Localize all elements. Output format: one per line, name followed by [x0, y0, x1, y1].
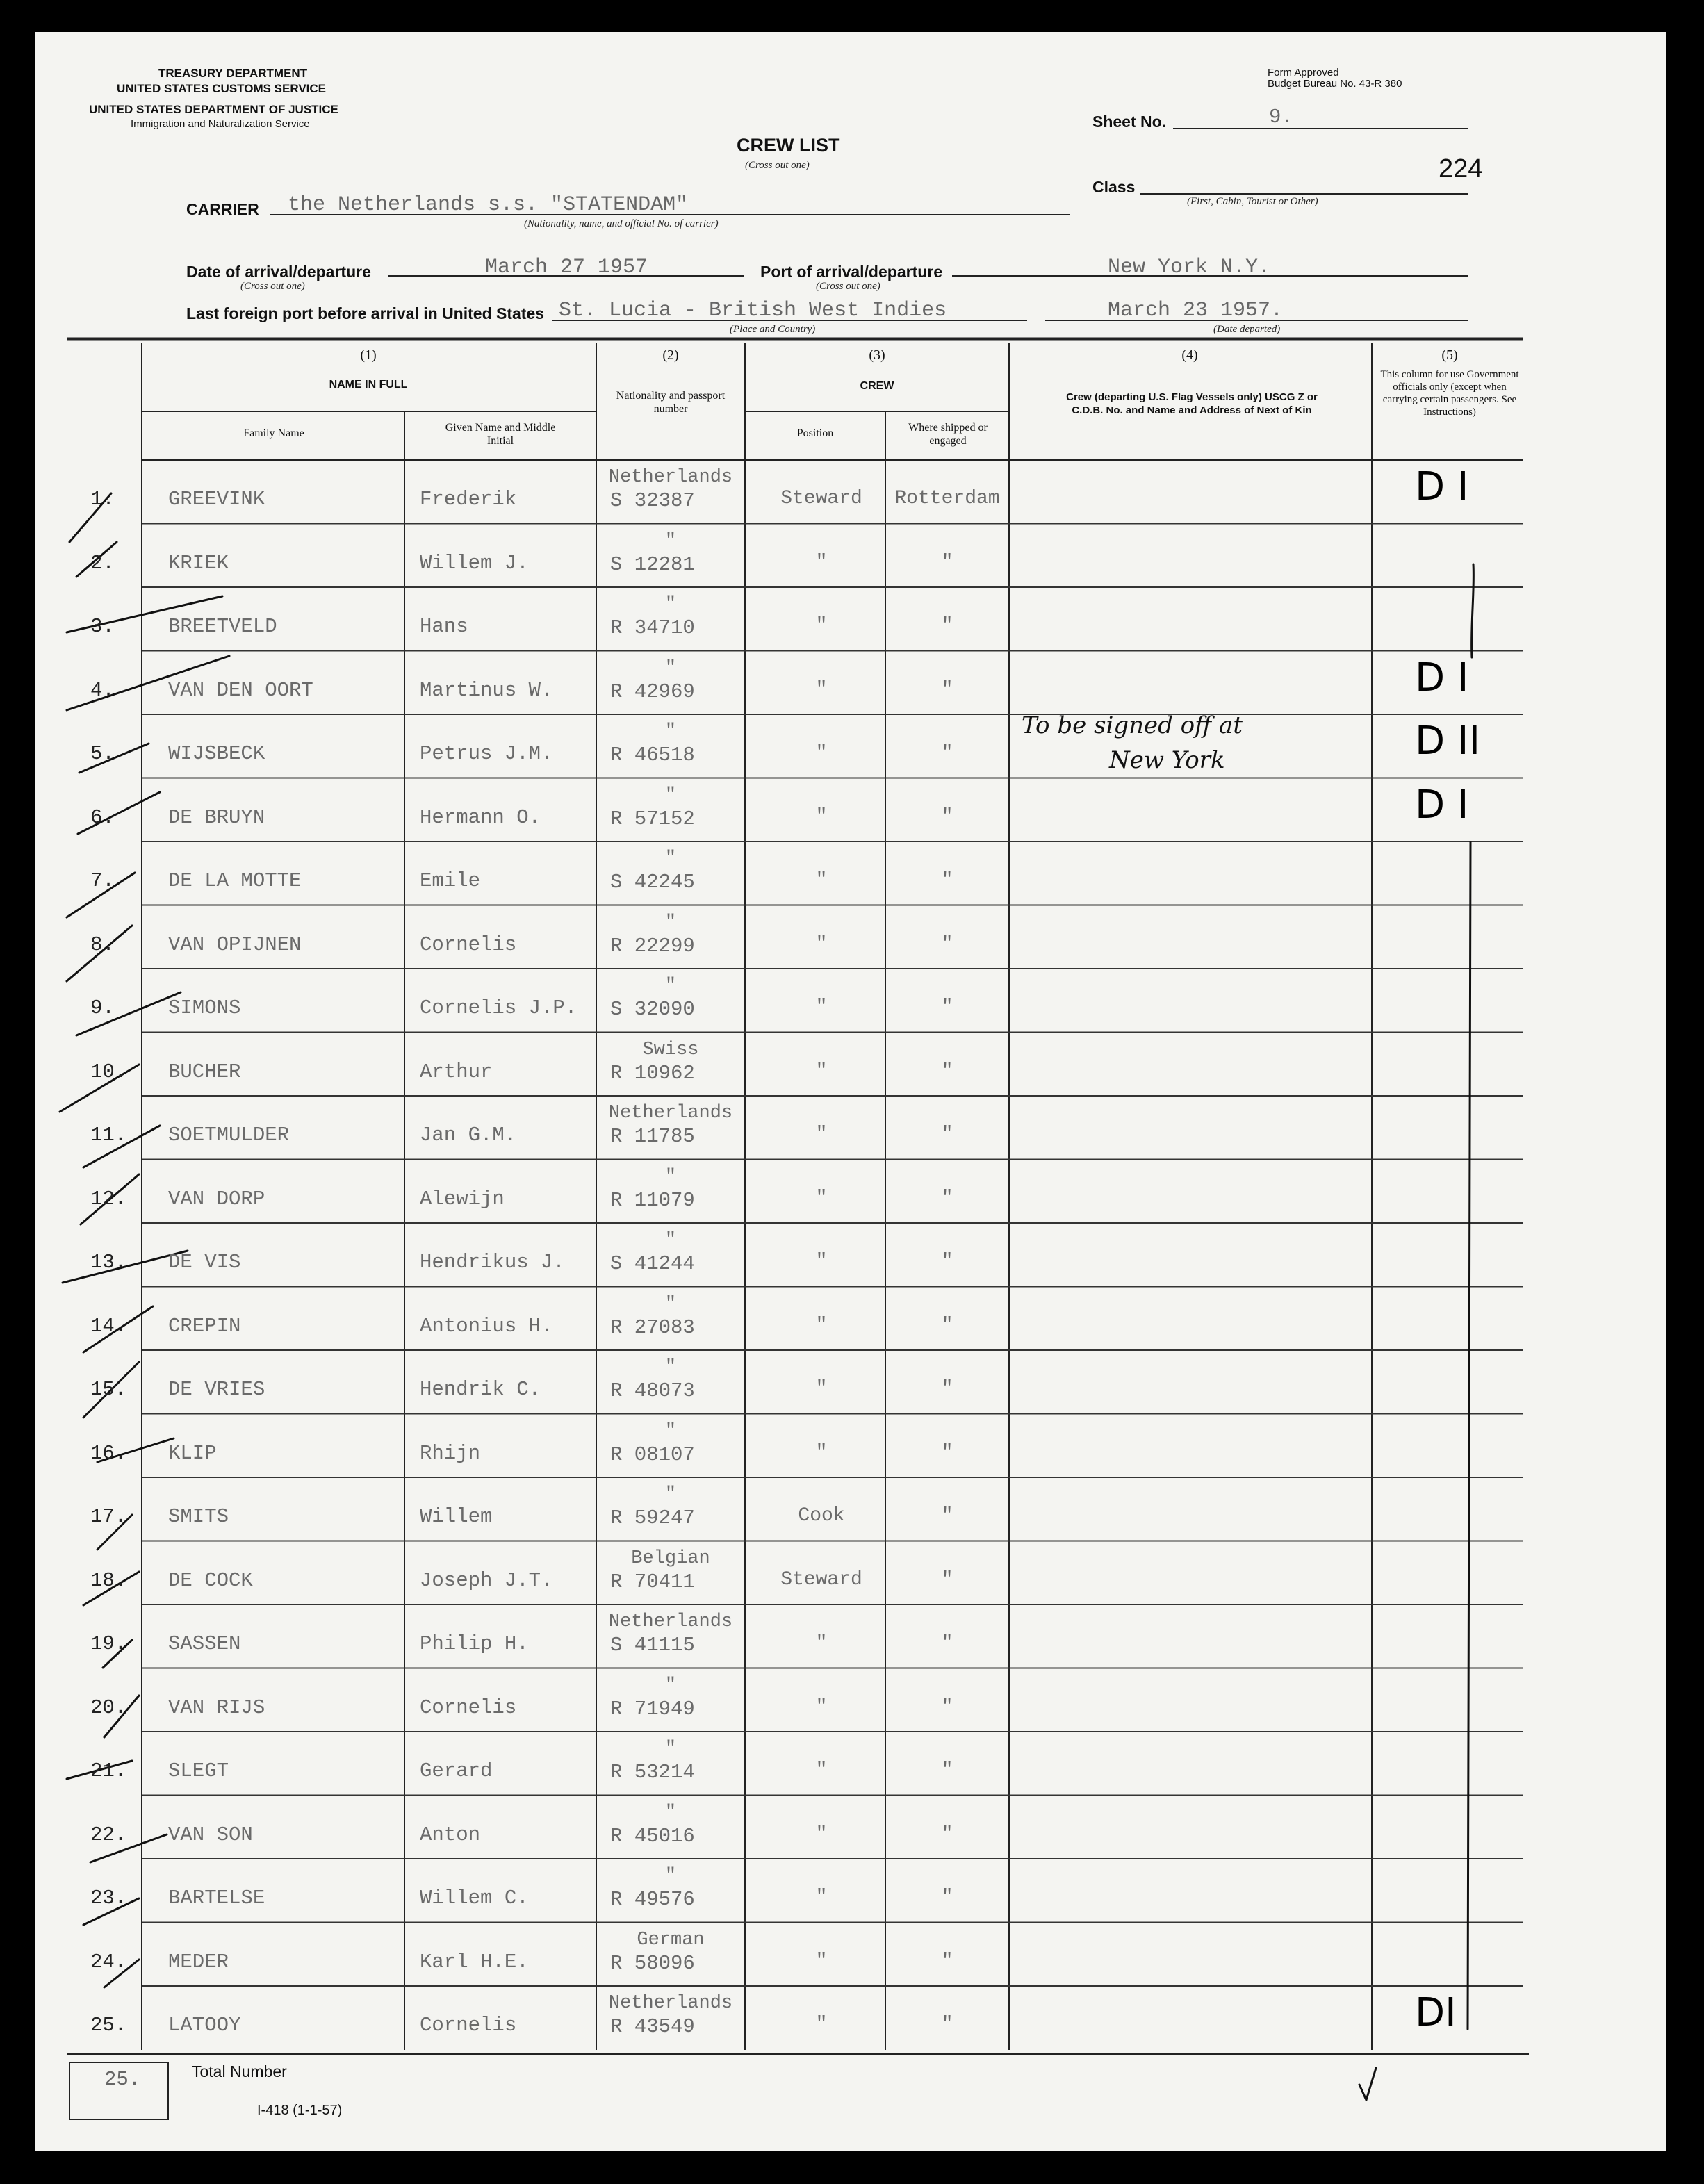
- last-port-label: Last foreign port before arrival in United States: [186, 304, 545, 322]
- passport-number: R 59247: [610, 1506, 695, 1529]
- row-number: 15.: [90, 1378, 127, 1401]
- given-name: Alewijn: [420, 1187, 505, 1210]
- given-name: Hermann O.: [420, 805, 541, 829]
- position: ": [815, 615, 828, 637]
- nationality: Netherlands: [608, 467, 733, 488]
- crew-row: [0, 714, 1704, 778]
- passport-number: R 11785: [610, 1125, 695, 1148]
- nationality: ": [664, 1866, 677, 1887]
- passport-number: S 12281: [610, 552, 695, 576]
- given-name: Hans: [420, 615, 468, 638]
- row-number: 18.: [90, 1568, 127, 1592]
- col-family-name: Family Name: [243, 427, 304, 439]
- col-where-shipped: Where shipped or engaged: [908, 422, 988, 447]
- crew-row: [0, 1923, 1704, 1987]
- passport-number: R 57152: [610, 807, 695, 830]
- agency-line-3: UNITED STATES DEPARTMENT OF JUSTICE: [89, 103, 338, 116]
- position: ": [815, 805, 828, 828]
- port-value: New York N.Y.: [1108, 256, 1271, 279]
- agency-line-1: TREASURY DEPARTMENT: [158, 67, 308, 80]
- where-shipped: ": [941, 1124, 953, 1145]
- given-name: Hendrikus J.: [420, 1251, 565, 1274]
- nationality: Netherlands: [608, 1103, 733, 1124]
- given-name: Emile: [420, 869, 481, 892]
- where-shipped: ": [941, 1568, 953, 1591]
- where-shipped: ": [941, 1187, 953, 1209]
- where-shipped: ": [941, 678, 953, 700]
- col1-title: NAME IN FULL: [329, 379, 408, 391]
- crew-row: [0, 587, 1704, 651]
- family-name: CREPIN: [168, 1314, 241, 1338]
- given-name: Willem C.: [420, 1887, 529, 1910]
- given-name: Rhijn: [420, 1441, 481, 1465]
- where-shipped: ": [941, 1060, 953, 1082]
- title-subtitle: (Cross out one): [745, 160, 810, 171]
- crew-row: [0, 1668, 1704, 1732]
- passport-number: R 53214: [610, 1761, 695, 1784]
- position: ": [815, 1314, 828, 1336]
- where-shipped: ": [941, 615, 953, 637]
- position: ": [815, 742, 828, 764]
- family-name: BARTELSE: [168, 1887, 265, 1910]
- row-number: 1.: [90, 488, 115, 511]
- position: Steward: [780, 488, 862, 509]
- nationality: ": [664, 594, 677, 615]
- date-subtitle: (Cross out one): [240, 281, 305, 292]
- nationality: Belgian: [631, 1547, 710, 1569]
- where-shipped: ": [941, 805, 953, 828]
- where-shipped: ": [941, 1759, 953, 1781]
- nationality: ": [664, 848, 677, 869]
- passport-number: R 34710: [610, 616, 695, 639]
- carrier-value: the Netherlands s.s. "STATENDAM": [288, 193, 689, 217]
- where-shipped: ": [941, 1950, 953, 1972]
- row-number: 20.: [90, 1696, 127, 1719]
- given-name: Philip H.: [420, 1632, 529, 1655]
- family-name: VAN SON: [168, 1823, 253, 1846]
- date-label: Date of arrival/departure: [186, 263, 371, 281]
- date-departed-subtitle: (Date departed): [1213, 324, 1281, 335]
- given-name: Karl H.E.: [420, 1950, 529, 1973]
- passport-number: S 42245: [610, 871, 695, 894]
- nationality: ": [664, 1293, 677, 1315]
- date-departed-value: March 23 1957.: [1108, 299, 1284, 322]
- row-number: 16.: [90, 1441, 127, 1465]
- passport-number: R 71949: [610, 1697, 695, 1721]
- row-number: 9.: [90, 996, 115, 1019]
- given-name: Hendrik C.: [420, 1378, 541, 1401]
- row-number: 4.: [90, 678, 115, 702]
- family-name: KRIEK: [168, 551, 229, 575]
- row-number: 10.: [90, 1060, 127, 1083]
- row-number: 8.: [90, 933, 115, 956]
- crew-row: [0, 1096, 1704, 1160]
- official-mark: D I: [1415, 464, 1469, 509]
- crew-row: [0, 1732, 1704, 1796]
- given-name: Frederik: [420, 488, 517, 511]
- where-shipped: ": [941, 1441, 953, 1463]
- nationality: ": [664, 976, 677, 996]
- passport-number: R 48073: [610, 1379, 695, 1402]
- position: ": [815, 1887, 828, 1908]
- crew-row: [0, 969, 1704, 1033]
- col3-number: (3): [869, 347, 885, 363]
- position: ": [815, 1950, 828, 1972]
- position: ": [815, 1823, 828, 1845]
- nationality: ": [664, 1420, 677, 1442]
- position: ": [815, 1251, 828, 1272]
- passport-number: R 45016: [610, 1824, 695, 1848]
- where-shipped: Rotterdam: [894, 488, 1000, 509]
- family-name: SOETMULDER: [168, 1124, 290, 1147]
- position: ": [815, 869, 828, 891]
- col4-number: (4): [1181, 347, 1198, 363]
- row-number: 22.: [90, 1823, 127, 1846]
- agency-line-2: UNITED STATES CUSTOMS SERVICE: [117, 82, 327, 95]
- row-number: 25.: [90, 2014, 127, 2037]
- family-name: SIMONS: [168, 996, 241, 1019]
- where-shipped: ": [941, 933, 953, 955]
- official-mark: D I: [1415, 655, 1469, 700]
- given-name: Antonius H.: [420, 1314, 553, 1338]
- where-shipped: ": [941, 1378, 953, 1399]
- given-name: Jan G.M.: [420, 1124, 517, 1147]
- nationality: ": [664, 785, 677, 806]
- family-name: MEDER: [168, 1950, 229, 1973]
- position: ": [815, 996, 828, 1018]
- nationality: ": [664, 1675, 677, 1696]
- nationality: Netherlands: [608, 1993, 733, 2014]
- crew-row: [0, 1541, 1704, 1605]
- crew-row: [0, 1477, 1704, 1541]
- family-name: VAN OPIJNEN: [168, 933, 302, 956]
- col1-number: (1): [360, 347, 377, 363]
- passport-number: R 46518: [610, 744, 695, 766]
- given-name: Cornelis: [420, 933, 517, 956]
- col5-number: (5): [1441, 347, 1458, 363]
- carrier-subtitle: (Nationality, name, and official No. of carrier): [524, 218, 719, 229]
- given-name: Willem: [420, 1505, 493, 1528]
- position: ": [815, 1696, 828, 1718]
- nationality: Netherlands: [608, 1611, 733, 1632]
- where-shipped: ": [941, 551, 953, 573]
- nationality: ": [664, 912, 677, 933]
- last-port-value: St. Lucia - British West Indies: [559, 299, 947, 322]
- crew-row: [0, 1859, 1704, 1923]
- position: ": [815, 1187, 828, 1209]
- row-number: 17.: [90, 1505, 127, 1528]
- official-mark: D II: [1415, 719, 1480, 764]
- where-shipped: ": [941, 1823, 953, 1845]
- nationality: ": [664, 530, 677, 552]
- given-name: Gerard: [420, 1759, 493, 1782]
- nationality: ": [664, 1739, 677, 1759]
- nationality: ": [664, 657, 677, 679]
- note-line-1: To be signed off at: [1022, 712, 1243, 739]
- family-name: DE BRUYN: [168, 805, 265, 829]
- crew-row: [0, 460, 1704, 524]
- class-label: Class: [1092, 178, 1136, 196]
- where-shipped: ": [941, 1632, 953, 1654]
- position: ": [815, 1124, 828, 1145]
- position: ": [815, 1060, 828, 1082]
- passport-number: S 32090: [610, 998, 695, 1021]
- nationality: ": [664, 721, 677, 742]
- port-subtitle: (Cross out one): [816, 281, 880, 292]
- position: ": [815, 1441, 828, 1463]
- passport-number: R 43549: [610, 2015, 695, 2038]
- family-name: BUCHER: [168, 1060, 241, 1083]
- passport-number: R 49576: [610, 1888, 695, 1911]
- family-name: VAN DORP: [168, 1187, 265, 1210]
- position: ": [815, 933, 828, 955]
- crew-row: [0, 841, 1704, 905]
- nationality: ": [664, 1357, 677, 1378]
- col2-title: Nationality and passport number: [616, 390, 726, 415]
- passport-number: R 27083: [610, 1315, 695, 1339]
- class-subtitle: (First, Cabin, Tourist or Other): [1187, 196, 1318, 207]
- crew-row: [0, 1287, 1704, 1351]
- given-name: Cornelis J.P.: [420, 996, 577, 1019]
- form-approved: Form Approved: [1268, 67, 1339, 79]
- family-name: VAN DEN OORT: [168, 678, 313, 702]
- crew-row: [0, 651, 1704, 715]
- nationality: ": [664, 1484, 677, 1505]
- where-shipped: ": [941, 1251, 953, 1272]
- nationality: ": [664, 1230, 677, 1251]
- sheet-number: 9.: [1269, 106, 1293, 129]
- passport-number: R 22299: [610, 934, 695, 958]
- where-shipped: ": [941, 996, 953, 1018]
- family-name: SASSEN: [168, 1632, 241, 1655]
- carrier-label: CARRIER: [186, 200, 259, 218]
- given-name: Arthur: [420, 1060, 493, 1083]
- passport-number: S 41115: [610, 1634, 695, 1657]
- budget-bureau-no: Budget Bureau No. 43-R 380: [1268, 78, 1402, 90]
- nationality: Swiss: [642, 1039, 699, 1060]
- crew-row: [0, 905, 1704, 969]
- passport-number: R 11079: [610, 1188, 695, 1212]
- row-number: 23.: [90, 1887, 127, 1910]
- family-name: WIJSBECK: [168, 742, 265, 765]
- passport-number: S 32387: [610, 489, 695, 512]
- position: ": [815, 2014, 828, 2035]
- where-shipped: ": [941, 869, 953, 891]
- family-name: DE COCK: [168, 1568, 253, 1592]
- col-position: Position: [796, 427, 834, 439]
- last-port-subtitle: (Place and Country): [730, 324, 816, 335]
- crew-row: [0, 1986, 1704, 2050]
- row-number: 2.: [90, 551, 115, 575]
- nationality: German: [637, 1929, 705, 1951]
- family-name: VAN RIJS: [168, 1696, 265, 1719]
- position: Steward: [780, 1568, 862, 1591]
- where-shipped: ": [941, 1887, 953, 1908]
- nationality: ": [664, 1166, 677, 1188]
- given-name: Martinus W.: [420, 678, 553, 702]
- family-name: SMITS: [168, 1505, 229, 1528]
- family-name: LATOOY: [168, 2014, 241, 2037]
- crew-row: [0, 524, 1704, 588]
- total-number-label: Total Number: [192, 2062, 287, 2080]
- passport-number: R 70411: [610, 1570, 695, 1593]
- position: ": [815, 678, 828, 700]
- row-number: 6.: [90, 805, 115, 829]
- crew-row: [0, 1033, 1704, 1097]
- family-name: DE VRIES: [168, 1378, 265, 1401]
- passport-number: S 41244: [610, 1252, 695, 1275]
- row-number: 19.: [90, 1632, 127, 1655]
- row-number: 5.: [90, 742, 115, 765]
- col2-number: (2): [662, 347, 679, 363]
- where-shipped: ": [941, 742, 953, 764]
- row-number: 3.: [90, 615, 115, 638]
- row-number: 24.: [90, 1950, 127, 1973]
- passport-number: R 10962: [610, 1061, 695, 1085]
- col4-title: Crew (departing U.S. Flag Vessels only) USCG Z or C.D.B. No. and Name and Address of Next of Kin: [1066, 391, 1318, 416]
- family-name: GREEVINK: [168, 488, 265, 511]
- note-line-2: New York: [1109, 746, 1225, 774]
- crew-row: [0, 1414, 1704, 1478]
- given-name: Anton: [420, 1823, 481, 1846]
- where-shipped: ": [941, 1696, 953, 1718]
- row-number: 13.: [90, 1251, 127, 1274]
- form-title: CREW LIST: [737, 135, 840, 156]
- position: ": [815, 1759, 828, 1781]
- row-number: 14.: [90, 1314, 127, 1338]
- family-name: KLIP: [168, 1441, 217, 1465]
- where-shipped: ": [941, 1314, 953, 1336]
- passport-number: R 58096: [610, 1951, 695, 1975]
- row-number: 7.: [90, 869, 115, 892]
- official-mark: D I: [1415, 782, 1469, 828]
- crew-row: [0, 1604, 1704, 1668]
- family-name: DE LA MOTTE: [168, 869, 302, 892]
- given-name: Petrus J.M.: [420, 742, 553, 765]
- family-name: BREETVELD: [168, 615, 277, 638]
- official-mark: DI: [1415, 1990, 1457, 2035]
- crew-row: [0, 1796, 1704, 1859]
- given-name: Cornelis: [420, 1696, 517, 1719]
- position: Cook: [798, 1505, 845, 1527]
- given-name: Cornelis: [420, 2014, 517, 2037]
- given-name: Joseph J.T.: [420, 1568, 553, 1592]
- form-number: I-418 (1-1-57): [257, 2103, 343, 2118]
- row-number: 11.: [90, 1124, 127, 1147]
- port-label: Port of arrival/departure: [760, 263, 943, 281]
- col5-title: This column for use Government officials only (except when carrying certain passengers. See Instructions): [1380, 369, 1519, 418]
- row-number: 21.: [90, 1759, 127, 1782]
- where-shipped: ": [941, 2014, 953, 2035]
- family-name: SLEGT: [168, 1759, 229, 1782]
- where-shipped: ": [941, 1505, 953, 1527]
- total-number-value: 25.: [104, 2068, 141, 2091]
- given-name: Willem J.: [420, 551, 529, 575]
- passport-number: R 08107: [610, 1443, 695, 1466]
- crew-row: [0, 1160, 1704, 1224]
- col3-title: CREW: [860, 380, 894, 392]
- position: ": [815, 551, 828, 573]
- class-value: 224: [1439, 154, 1483, 183]
- agency-line-4: Immigration and Naturalization Service: [131, 118, 310, 130]
- row-number: 12.: [90, 1187, 127, 1210]
- position: ": [815, 1632, 828, 1654]
- nationality: ": [664, 1802, 677, 1823]
- position: ": [815, 1378, 828, 1399]
- crew-row: [0, 1350, 1704, 1414]
- sheet-label: Sheet No.: [1092, 113, 1167, 131]
- family-name: DE VIS: [168, 1251, 241, 1274]
- passport-number: R 42969: [610, 680, 695, 703]
- col-given-name: Given Name and Middle Initial: [445, 422, 556, 447]
- crew-row: [0, 778, 1704, 842]
- date-value: March 27 1957: [485, 256, 648, 279]
- crew-row: [0, 1223, 1704, 1287]
